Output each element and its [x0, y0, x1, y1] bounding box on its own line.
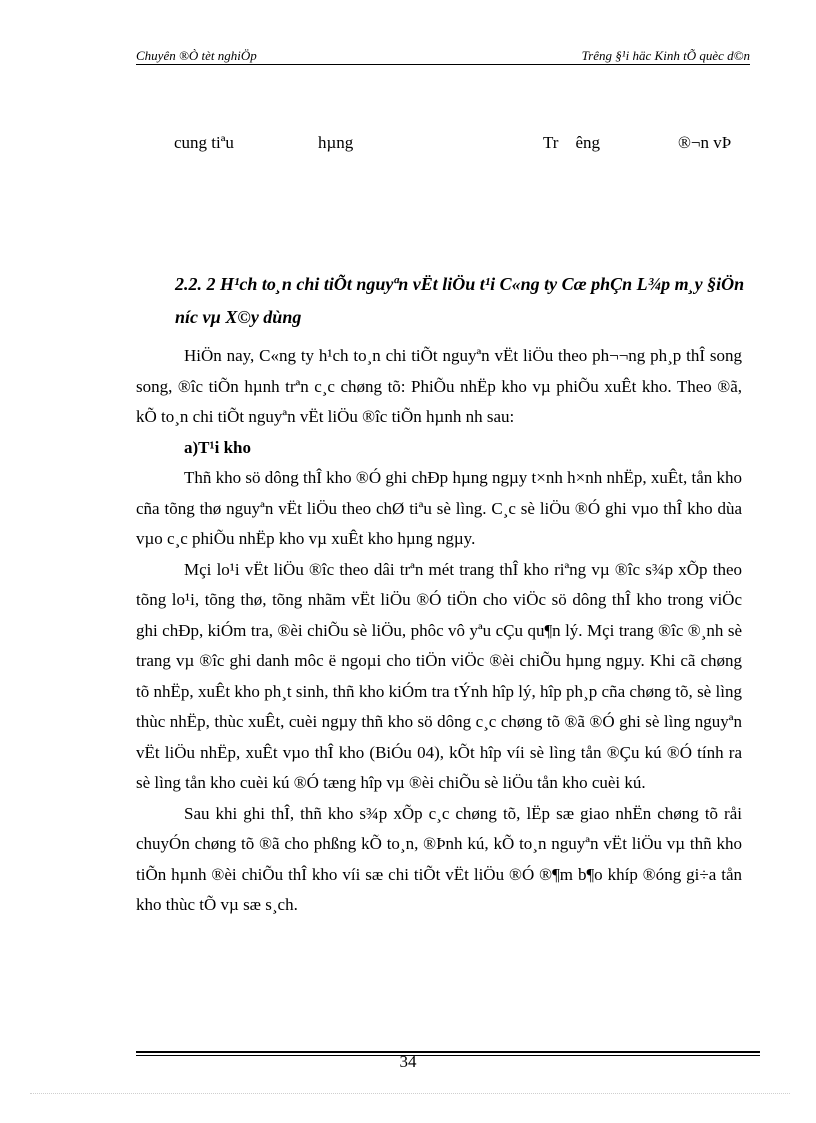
table-cell-3: Tr êng	[543, 133, 600, 152]
page-edge-divider	[30, 1093, 790, 1094]
header-university-label: Trêng §¹i häc Kinh tÕ quèc d©n	[581, 48, 750, 63]
paragraph-intro: HiÖn nay, C«ng ty h¹ch to¸n chi tiÕt nguyªn vËt liÖu theo ph¬¬ng ph¸p thÎ song song, ®îc tiÕn hµnh trªn c¸c chøng tõ: PhiÕu nhËp kho vµ phiÕu xuÊt kho. Theo ®ã, kÕ to¸n chi tiÕt nguyªn vËt liÖu ®îc tiÕn hµnh nh sau:	[136, 346, 742, 426]
header-rule	[136, 64, 750, 65]
body-text	[136, 341, 742, 921]
paragraph-warehouse-3: Sau khi ghi thÎ, thñ kho s¾p xÕp c¸c chøng tõ, lËp sæ giao nhËn chøng tõ råi chuyÓn chøng tõ ®ã cho phßng kÕ to¸n, ®Þnh kú, kÕ to¸n nguyªn vËt liÖu vµ thñ kho tiÕn hµnh ®èi chiÕu thÎ kho víi sæ chi tiÕt vËt liÖu ®Ó ®¶m b¶o khíp ®óng gi÷a tån kho thùc tÕ vµ sæ s¸ch.	[136, 803, 742, 914]
page-number: 34	[399, 1052, 417, 1071]
table-fragment-row	[0, 133, 816, 157]
paragraph-warehouse-1: Thñ kho sö dông thÎ kho ®Ó ghi chÐp hµng ngµy t×nh h×nh nhËp, xuÊt, tån kho cña tõng thø nguyªn vËt liÖu theo chØ tiªu sè lìng. C¸c sè liÖu ®Ó ghi vµo thÎ kho dùa vµo c¸c phiÕu nhËp kho vµ xuÊt kho hµng ngµy.	[136, 468, 742, 548]
table-cell-1: cung tiªu	[174, 133, 234, 152]
section-title: 2.2. 2 H¹ch to¸n chi tiÕt nguyªn vËt liÖu t¹i C«ng ty Cæ phÇn L¾p m¸y §iÖn níc vµ X©y dùng	[175, 274, 745, 327]
table-cell-2: hµng	[318, 133, 354, 152]
table-cell-4: ®¬n vÞ	[678, 133, 732, 152]
subheading-warehouse: a)T¹i kho	[184, 437, 251, 457]
paragraph-warehouse-2: Mçi lo¹i vËt liÖu ®îc theo dâi trªn mét trang thÎ kho riªng vµ ®îc s¾p xÕp theo tõng lo¹i, tõng thø, tõng nhãm vËt liÖu ®Ó tiÖn cho viÖc sö dông thÎ kho trong viÖc ghi chÐp, kiÓm tra, ®èi chiÕu sè liÖu, phôc vô yªu cÇu qu¶n lý. Mçi trang ®îc ®¸nh sè trang vµ ®îc ghi danh môc ë ngoµi cho tiÖn viÖc ®èi chiÕu hµng ngµy. Khi cã chøng tõ nhËp, xuÊt kho ph¸t sinh, thñ kho kiÓm tra tÝnh hîp lý, hîp ph¸p cña chøng tõ, sè lìng thùc nhËp, thùc xuÊt, cuèi ngµy thñ kho sö dông c¸c chøng tõ ®ã ®Ó ghi sè lìng nguyªn vËt liÖu nhËp, xuÊt vµo thÎ kho (BiÓu 04), kÕt hîp víi sè lìng tån ®Çu kú ®Ó tính ra sè lìng tån kho cuèi kú ®Ó tæng hîp vµ ®èi chiÕu sè liÖu tån kho cuèi kú.	[136, 559, 742, 792]
header-thesis-label: Chuyên ®Ò tèt nghiÖp	[136, 48, 257, 63]
